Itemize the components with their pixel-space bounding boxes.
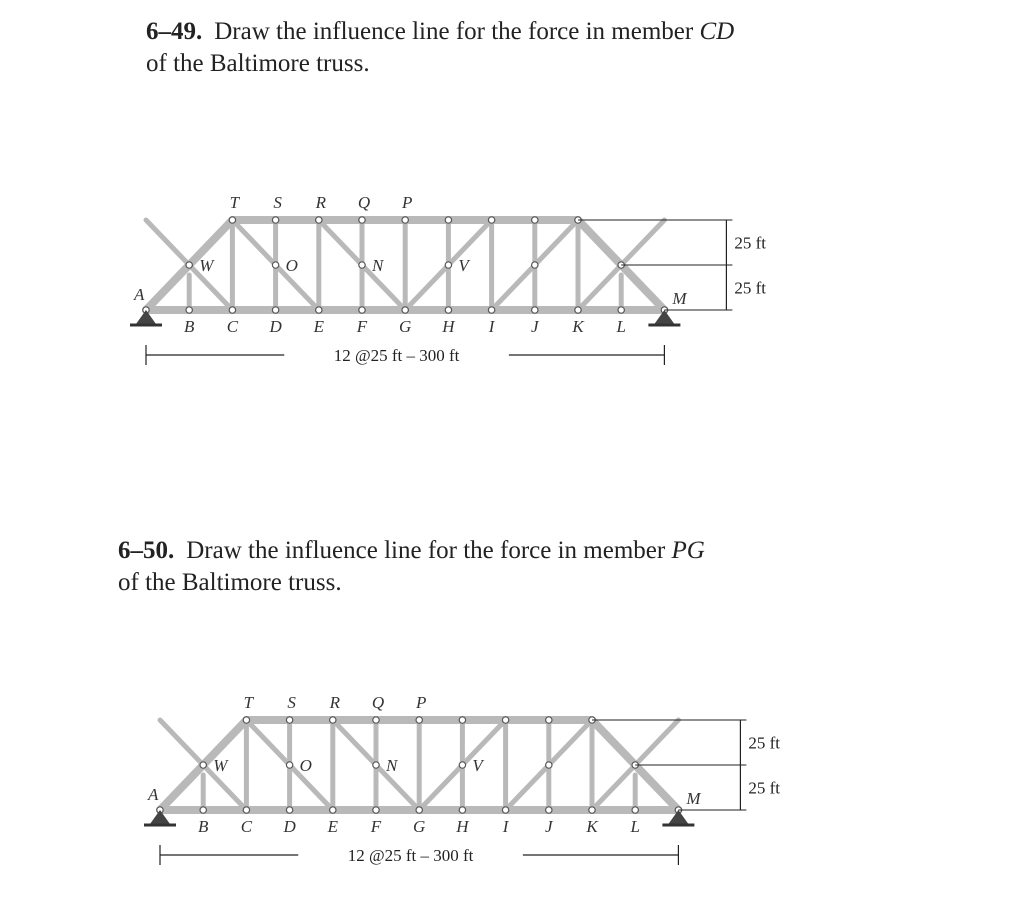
truss-joint: [618, 307, 624, 313]
truss-member: [362, 265, 405, 310]
problem-6-50-line2: of the Baltimore truss.: [118, 569, 342, 596]
truss-joint: [546, 717, 552, 723]
truss-members: [143, 217, 668, 313]
joint-label: K: [586, 817, 598, 836]
truss-joint: [373, 807, 379, 813]
truss-member: [535, 220, 578, 265]
joint-label: D: [269, 317, 282, 336]
joint-label: B: [198, 817, 209, 836]
joint-label: R: [315, 193, 326, 212]
truss-joint: [229, 307, 235, 313]
joint-label: I: [488, 317, 495, 336]
joint-label: V: [458, 256, 469, 275]
truss-member: [448, 220, 491, 265]
truss-joint: [416, 807, 422, 813]
truss-member: [319, 220, 362, 265]
truss-member: [549, 720, 592, 765]
truss-member: [578, 265, 621, 310]
truss-svg: [14, 690, 814, 885]
truss-joint: [286, 762, 292, 768]
joint-label: G: [413, 817, 426, 836]
joint-label: H: [442, 317, 455, 336]
joint-label: K: [572, 317, 584, 336]
truss-joint: [459, 717, 465, 723]
truss-joint: [286, 717, 292, 723]
joint-label: C: [226, 317, 239, 336]
joint-label: F: [356, 317, 368, 336]
truss-member: [462, 720, 505, 765]
truss-joint: [402, 307, 408, 313]
truss-joint: [532, 262, 538, 268]
joint-label: T: [243, 693, 254, 712]
joint-label: O: [285, 256, 298, 275]
joint-label: E: [327, 817, 338, 836]
joint-label: P: [416, 693, 427, 712]
truss-joint: [330, 717, 336, 723]
problem-text: Draw the influence line for the force in member: [186, 537, 666, 564]
dimension-label: 25 ft: [748, 778, 781, 798]
joint-label: N: [372, 256, 384, 275]
truss-joint: [632, 807, 638, 813]
truss-joint: [502, 807, 508, 813]
truss-member: [621, 220, 664, 265]
joint-label: W: [199, 256, 214, 275]
truss-joint: [186, 262, 192, 268]
truss-joint: [272, 307, 278, 313]
support-label: M: [686, 789, 701, 808]
truss-joint: [316, 307, 322, 313]
problem-6-50-line1: [118, 535, 705, 567]
truss-joint: [445, 217, 451, 223]
support-label: M: [672, 289, 687, 308]
joint-label: Q: [357, 193, 371, 212]
joint-label: L: [630, 817, 640, 836]
joint-label: I: [502, 817, 509, 836]
truss-joint: [589, 807, 595, 813]
truss-member: [376, 765, 419, 810]
truss-joint: [373, 717, 379, 723]
joint-label: Q: [371, 693, 385, 712]
truss-joint: [546, 807, 552, 813]
truss-members: [157, 717, 682, 813]
joint-label: T: [229, 193, 240, 212]
truss-joint: [575, 307, 581, 313]
problem-6-50: [118, 535, 705, 599]
truss-joint: [229, 217, 235, 223]
joint-label: B: [184, 317, 195, 336]
truss-joint: [402, 217, 408, 223]
truss-joint: [459, 807, 465, 813]
truss-joint: [532, 307, 538, 313]
truss-joint: [243, 717, 249, 723]
truss-joint: [272, 217, 278, 223]
joint-label: J: [531, 317, 539, 336]
truss-joint: [272, 262, 278, 268]
joint-label: D: [283, 817, 296, 836]
joint-label: E: [313, 317, 324, 336]
truss-joint: [502, 717, 508, 723]
truss-member: [419, 765, 462, 810]
truss-joint: [416, 717, 422, 723]
problem-6-49-line2: of the Baltimore truss.: [146, 50, 370, 77]
truss-figure-6-49: [0, 190, 800, 385]
truss-joint: [286, 807, 292, 813]
problem-text: Draw the influence line for the force in member: [214, 18, 694, 45]
truss-svg: [0, 190, 800, 385]
problem-number: 6–50.: [118, 537, 175, 564]
truss-figure-6-50: [14, 690, 814, 885]
truss-joint: [546, 762, 552, 768]
joint-label: H: [456, 817, 469, 836]
joint-label: V: [472, 756, 483, 775]
problem-6-49: [146, 16, 734, 80]
truss-joint: [186, 307, 192, 313]
problem-6-49-line1: [146, 16, 734, 48]
joint-label: S: [287, 693, 296, 712]
joint-label: P: [402, 193, 413, 212]
truss-member: [146, 220, 189, 265]
truss-joint: [359, 307, 365, 313]
truss-member: [506, 765, 549, 810]
truss-joint: [459, 762, 465, 768]
span-label: 12 @25 ft – 300 ft: [333, 346, 460, 365]
joint-label: L: [616, 317, 626, 336]
truss-joint: [445, 262, 451, 268]
truss-joint: [445, 307, 451, 313]
truss-joint: [200, 807, 206, 813]
dimension-label: 25 ft: [734, 278, 767, 298]
truss-member: [246, 720, 289, 765]
truss-joint: [359, 217, 365, 223]
support-label: A: [148, 785, 159, 804]
joint-label: R: [329, 693, 340, 712]
member-name: CD: [699, 18, 735, 45]
truss-joint: [488, 307, 494, 313]
joint-label: O: [299, 756, 312, 775]
joint-label: W: [213, 756, 228, 775]
truss-joint: [330, 807, 336, 813]
truss-member: [635, 720, 678, 765]
truss-joint: [200, 762, 206, 768]
truss-joint: [359, 262, 365, 268]
truss-member: [333, 720, 376, 765]
truss-joint: [373, 762, 379, 768]
member-name: PG: [671, 537, 705, 564]
joint-label: J: [545, 817, 553, 836]
joint-label: G: [399, 317, 412, 336]
truss-joint: [316, 217, 322, 223]
truss-joint: [532, 217, 538, 223]
dimension-label: 25 ft: [748, 733, 781, 753]
joint-label: N: [386, 756, 398, 775]
truss-member: [592, 765, 635, 810]
joint-label: C: [240, 817, 253, 836]
span-label: 12 @25 ft – 300 ft: [347, 846, 474, 865]
support-label: A: [134, 285, 145, 304]
joint-label: S: [273, 193, 282, 212]
truss-member: [492, 265, 535, 310]
truss-joint: [243, 807, 249, 813]
joint-label: F: [370, 817, 382, 836]
truss-joint: [488, 217, 494, 223]
truss-member: [160, 720, 203, 765]
truss-member: [232, 220, 275, 265]
problem-number: 6–49.: [146, 18, 203, 45]
truss-member: [405, 265, 448, 310]
dimension-label: 25 ft: [734, 233, 767, 253]
